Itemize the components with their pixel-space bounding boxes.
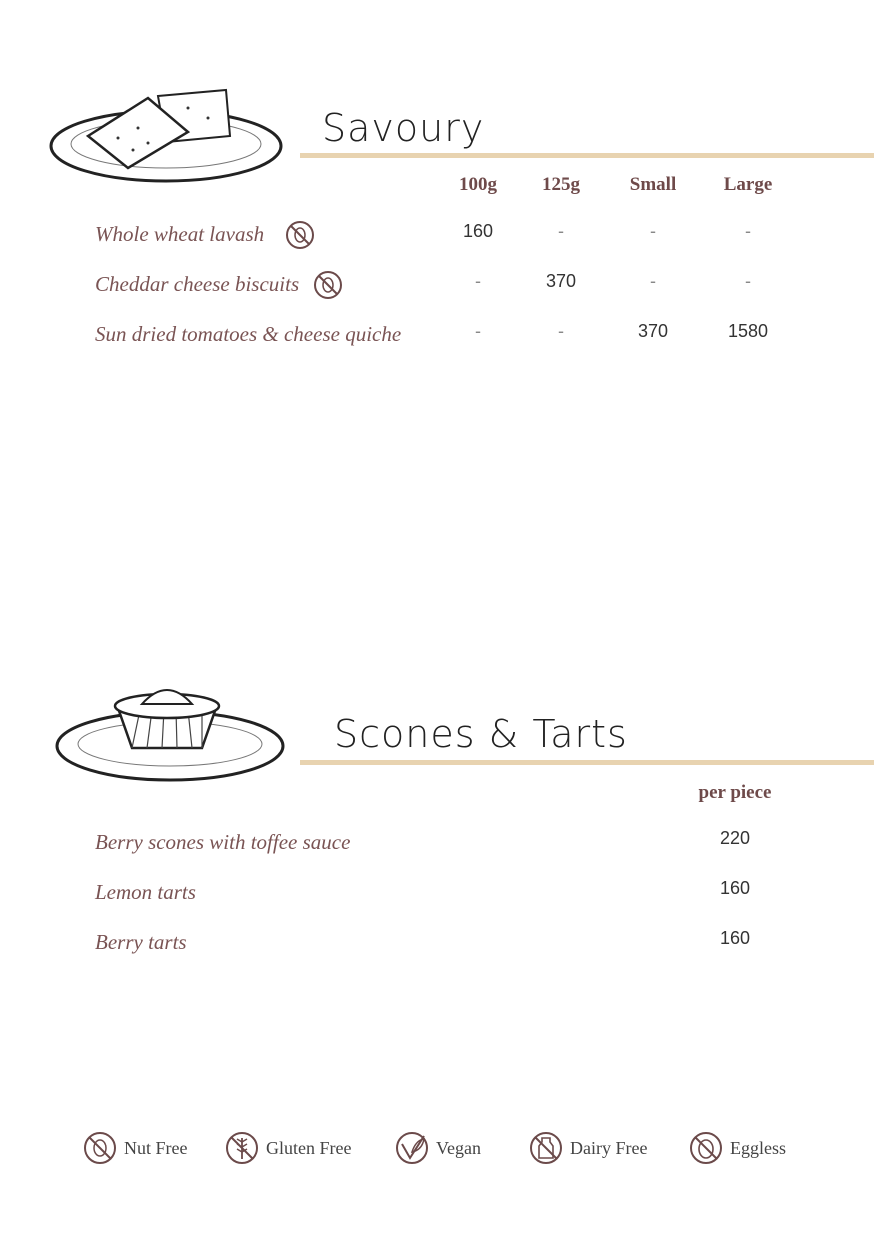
legend-label: Dairy Free <box>570 1137 648 1158</box>
nut-free-icon <box>285 220 315 250</box>
column-header-100g: 100g <box>459 174 497 195</box>
legend-gluten-free <box>224 1130 351 1166</box>
column-header-125g: 125g <box>542 174 580 195</box>
nut-free-icon <box>313 270 343 300</box>
eggless-icon <box>688 1130 724 1166</box>
price-small: - <box>650 271 656 291</box>
section-divider <box>300 760 874 765</box>
price-125g: - <box>558 321 564 341</box>
price-100g: 160 <box>462 221 494 241</box>
legend-dairy-free <box>528 1130 647 1166</box>
menu-item: Lemon tarts <box>95 880 196 904</box>
section-title: Savoury <box>322 106 485 150</box>
column-header-small: Small <box>629 174 677 195</box>
price-125g: - <box>558 221 564 241</box>
legend-nut-free <box>82 1130 187 1166</box>
column-header-large: Large <box>723 174 773 195</box>
crackers-plate-illustration <box>48 88 293 188</box>
price-100g: - <box>475 321 481 341</box>
column-header-per-piece: per piece <box>698 782 772 803</box>
menu-item: Berry scones with toffee sauce <box>95 830 351 854</box>
menu-item: Whole wheat lavash <box>95 222 265 246</box>
menu-item: Sun dried tomatoes & cheese quiche <box>95 322 402 346</box>
vegan-icon <box>394 1130 430 1166</box>
menu-item: Berry tarts <box>95 930 187 954</box>
section-title: Scones & Tarts <box>334 712 628 756</box>
price-per-piece: 160 <box>719 928 751 948</box>
legend-label: Gluten Free <box>266 1137 352 1158</box>
menu-item: Cheddar cheese biscuits <box>95 272 300 296</box>
price-large: - <box>745 221 751 241</box>
legend-vegan <box>394 1130 481 1166</box>
legend-label: Nut Free <box>124 1137 188 1158</box>
section-divider <box>300 153 874 158</box>
price-small: - <box>650 221 656 241</box>
tart-plate-illustration <box>52 676 292 786</box>
legend-label: Vegan <box>436 1137 481 1158</box>
price-125g: 370 <box>545 271 577 291</box>
price-per-piece: 160 <box>719 878 751 898</box>
legend-label: Eggless <box>730 1137 786 1158</box>
gluten-free-icon <box>224 1130 260 1166</box>
price-large: 1580 <box>727 321 769 341</box>
legend-eggless <box>688 1130 786 1166</box>
dairy-free-icon <box>528 1130 564 1166</box>
price-small: 370 <box>637 321 669 341</box>
price-per-piece: 220 <box>719 828 751 848</box>
nut-free-icon <box>82 1130 118 1166</box>
price-large: - <box>745 271 751 291</box>
price-100g: - <box>475 271 481 291</box>
